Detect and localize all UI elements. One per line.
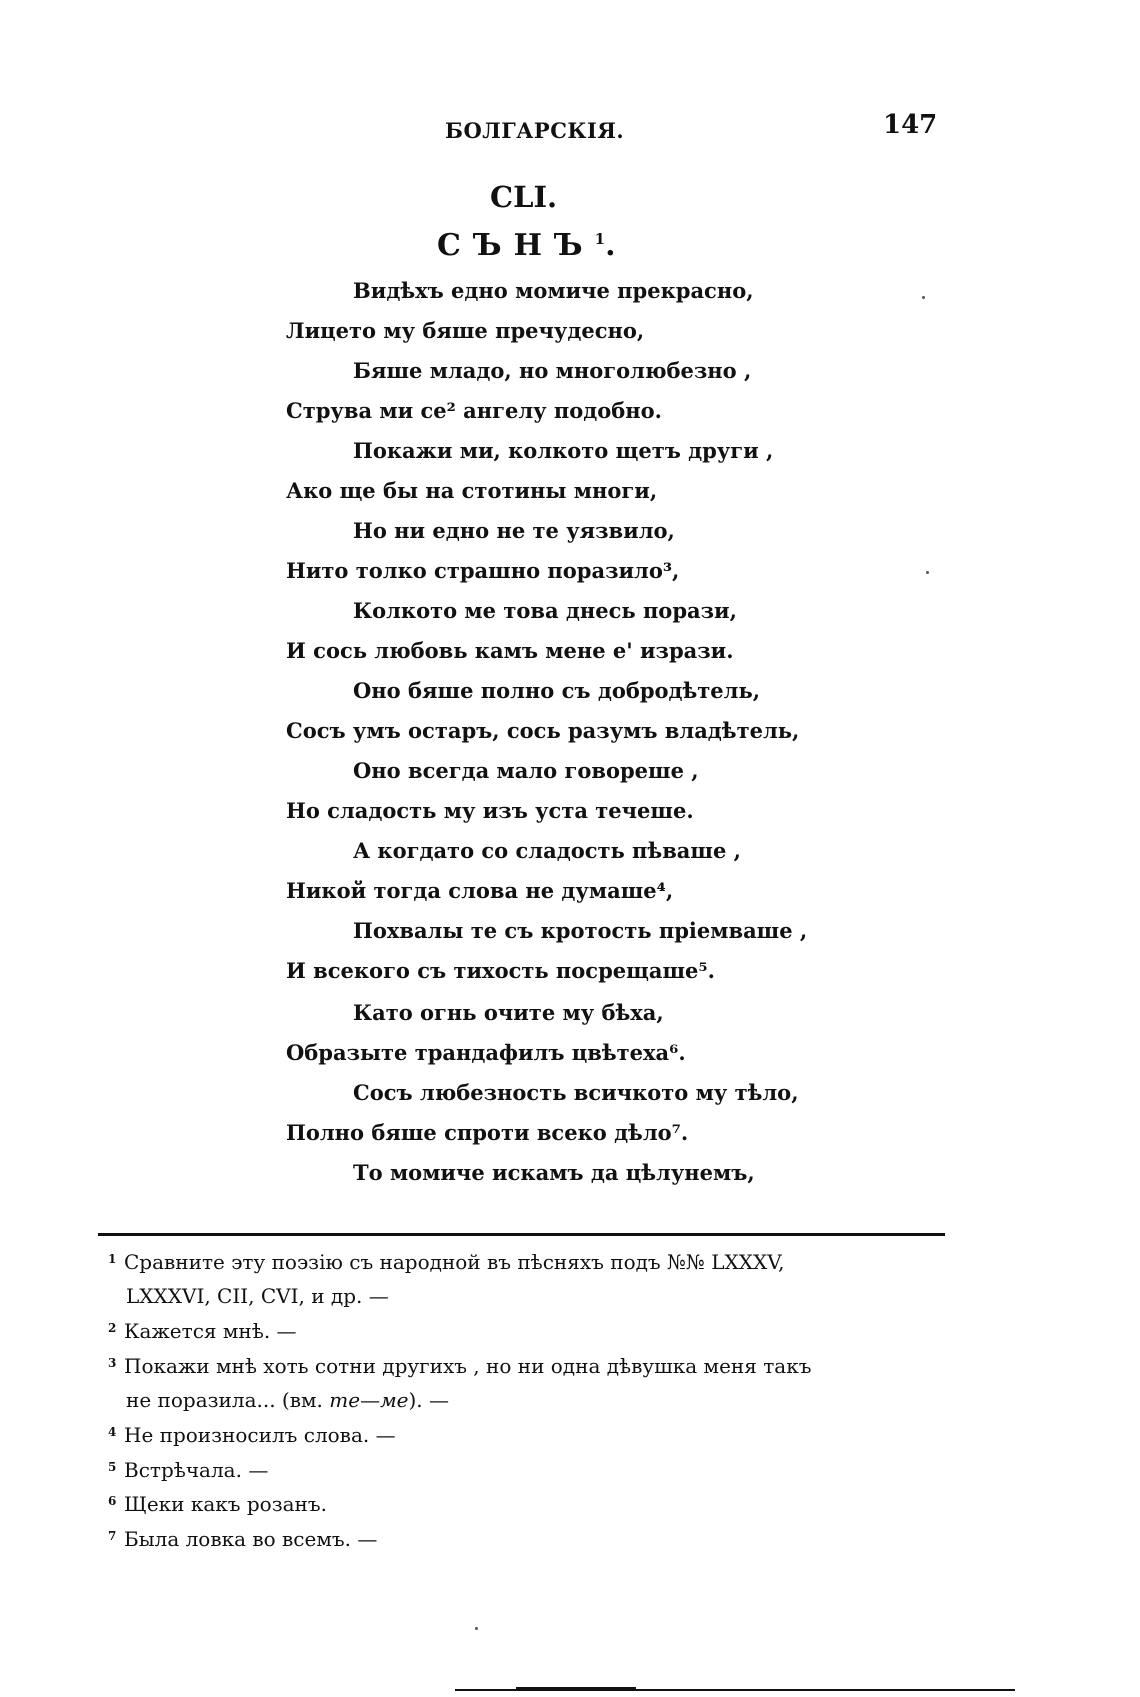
footnote-mark: 2: [108, 1321, 117, 1335]
poem-title-text: СЪНЪ: [437, 228, 595, 263]
footnote-emphasis: те: [329, 1388, 361, 1412]
footnote-text: Не произносилъ слова. —: [124, 1423, 396, 1447]
verse-line: Сосъ умъ остаръ, сось разумъ владѣтель,: [286, 718, 800, 743]
poem-title-note-mark: 1: [594, 230, 606, 248]
footnote-mark: 7: [108, 1529, 117, 1543]
verse-line: Като огнь очите му бѣха,: [353, 1000, 664, 1025]
verse-line: Ако ще бы на стотины многи,: [286, 478, 658, 503]
verse-line: То момиче искамъ да цѣлунемъ,: [353, 1160, 755, 1185]
verse-line: Образыте трандафилъ цвѣтеха⁶.: [286, 1040, 686, 1065]
scan-speck: [922, 296, 925, 299]
poem-title: СЪНЪ$^1$.: [437, 228, 628, 263]
footnote-5: [108, 1458, 268, 1482]
footnote-mark: 4: [108, 1425, 117, 1439]
verse-line: Полно бяше спроти всеко дѣло⁷.: [286, 1120, 689, 1145]
verse-line: Сосъ любезность всичкото му тѣло,: [353, 1080, 799, 1105]
footnote-emphasis: ме: [380, 1388, 409, 1412]
footnote-text: Встрѣчала. —: [124, 1458, 269, 1482]
verse-line: Нито толко страшно поразило³,: [286, 558, 680, 583]
verse-line: Покажи ми, колкото щетъ други ,: [353, 438, 774, 463]
verse-line: Лицето му бяше пречудесно,: [286, 318, 645, 343]
verse-line: Видѣхъ едно момиче прекрасно,: [353, 278, 754, 303]
footnote-1: [108, 1250, 785, 1274]
footnote-text: не поразила... (вм.: [126, 1388, 330, 1412]
footnote-text: ). —: [408, 1388, 450, 1412]
footnote-dash: —: [360, 1388, 381, 1412]
page-bottom-edge-thick: [516, 1687, 636, 1691]
verse-line: А когдато со сладость пѣваше ,: [353, 838, 741, 863]
footnote-text: Щеки какъ розанъ.: [124, 1492, 327, 1516]
footnote-1-continuation: LXXXVI, CII, CVI, и др. —: [126, 1284, 389, 1308]
footnote-text: Кажется мнѣ. —: [124, 1319, 297, 1343]
poem-number: CLI.: [490, 180, 558, 214]
verse-line: Струва ми се² ангелу подобно.: [286, 398, 662, 423]
verse-line: Но сладость му изъ уста течеше.: [286, 798, 694, 823]
verse-line: Оно бяше полно съ добродѣтель,: [353, 678, 761, 703]
footnote-mark: 6: [108, 1494, 117, 1508]
footnote-text: Была ловка во всемъ. —: [124, 1527, 378, 1551]
footnote-mark: 1: [108, 1252, 117, 1266]
verse-line: Похвалы те съ кротость пріемваше ,: [353, 918, 808, 943]
verse-line: Бяше младо, но многолюбезно ,: [353, 358, 752, 383]
footnote-text: Покажи мнѣ хоть сотни другихъ , но ни одна дѣвушка меня такъ: [124, 1354, 812, 1378]
scan-speck: [926, 571, 929, 574]
footnote-mark: 5: [108, 1460, 117, 1474]
verse-line: И всекого съ тихость посрещаше⁵.: [286, 958, 715, 983]
verse-line: Колкото ме това днесь порази,: [353, 598, 737, 623]
verse-line: Оно всегда мало говореше ,: [353, 758, 699, 783]
verse-line: Но ни едно не те уязвило,: [353, 518, 675, 543]
footnote-7: [108, 1527, 377, 1551]
verse-line: И сось любовь камъ мене е' изрази.: [286, 638, 734, 663]
footnote-mark: 3: [108, 1356, 117, 1370]
footnote-divider: [98, 1233, 945, 1236]
page-number: 147: [883, 110, 938, 140]
running-head: БОЛГАРСКІЯ.: [445, 118, 625, 143]
footnote-4: [108, 1423, 396, 1447]
footnote-3: [108, 1354, 811, 1378]
footnote-2: [108, 1319, 297, 1343]
scan-speck: [475, 1627, 478, 1630]
footnote-text: Сравните эту поэзію съ народной въ пѣсняхъ подъ №№ LXXXV,: [124, 1250, 785, 1274]
footnote-6: [108, 1492, 327, 1516]
footnote-3-continuation: [126, 1388, 449, 1412]
verse-line: Никой тогда слова не думаше⁴,: [286, 878, 674, 903]
